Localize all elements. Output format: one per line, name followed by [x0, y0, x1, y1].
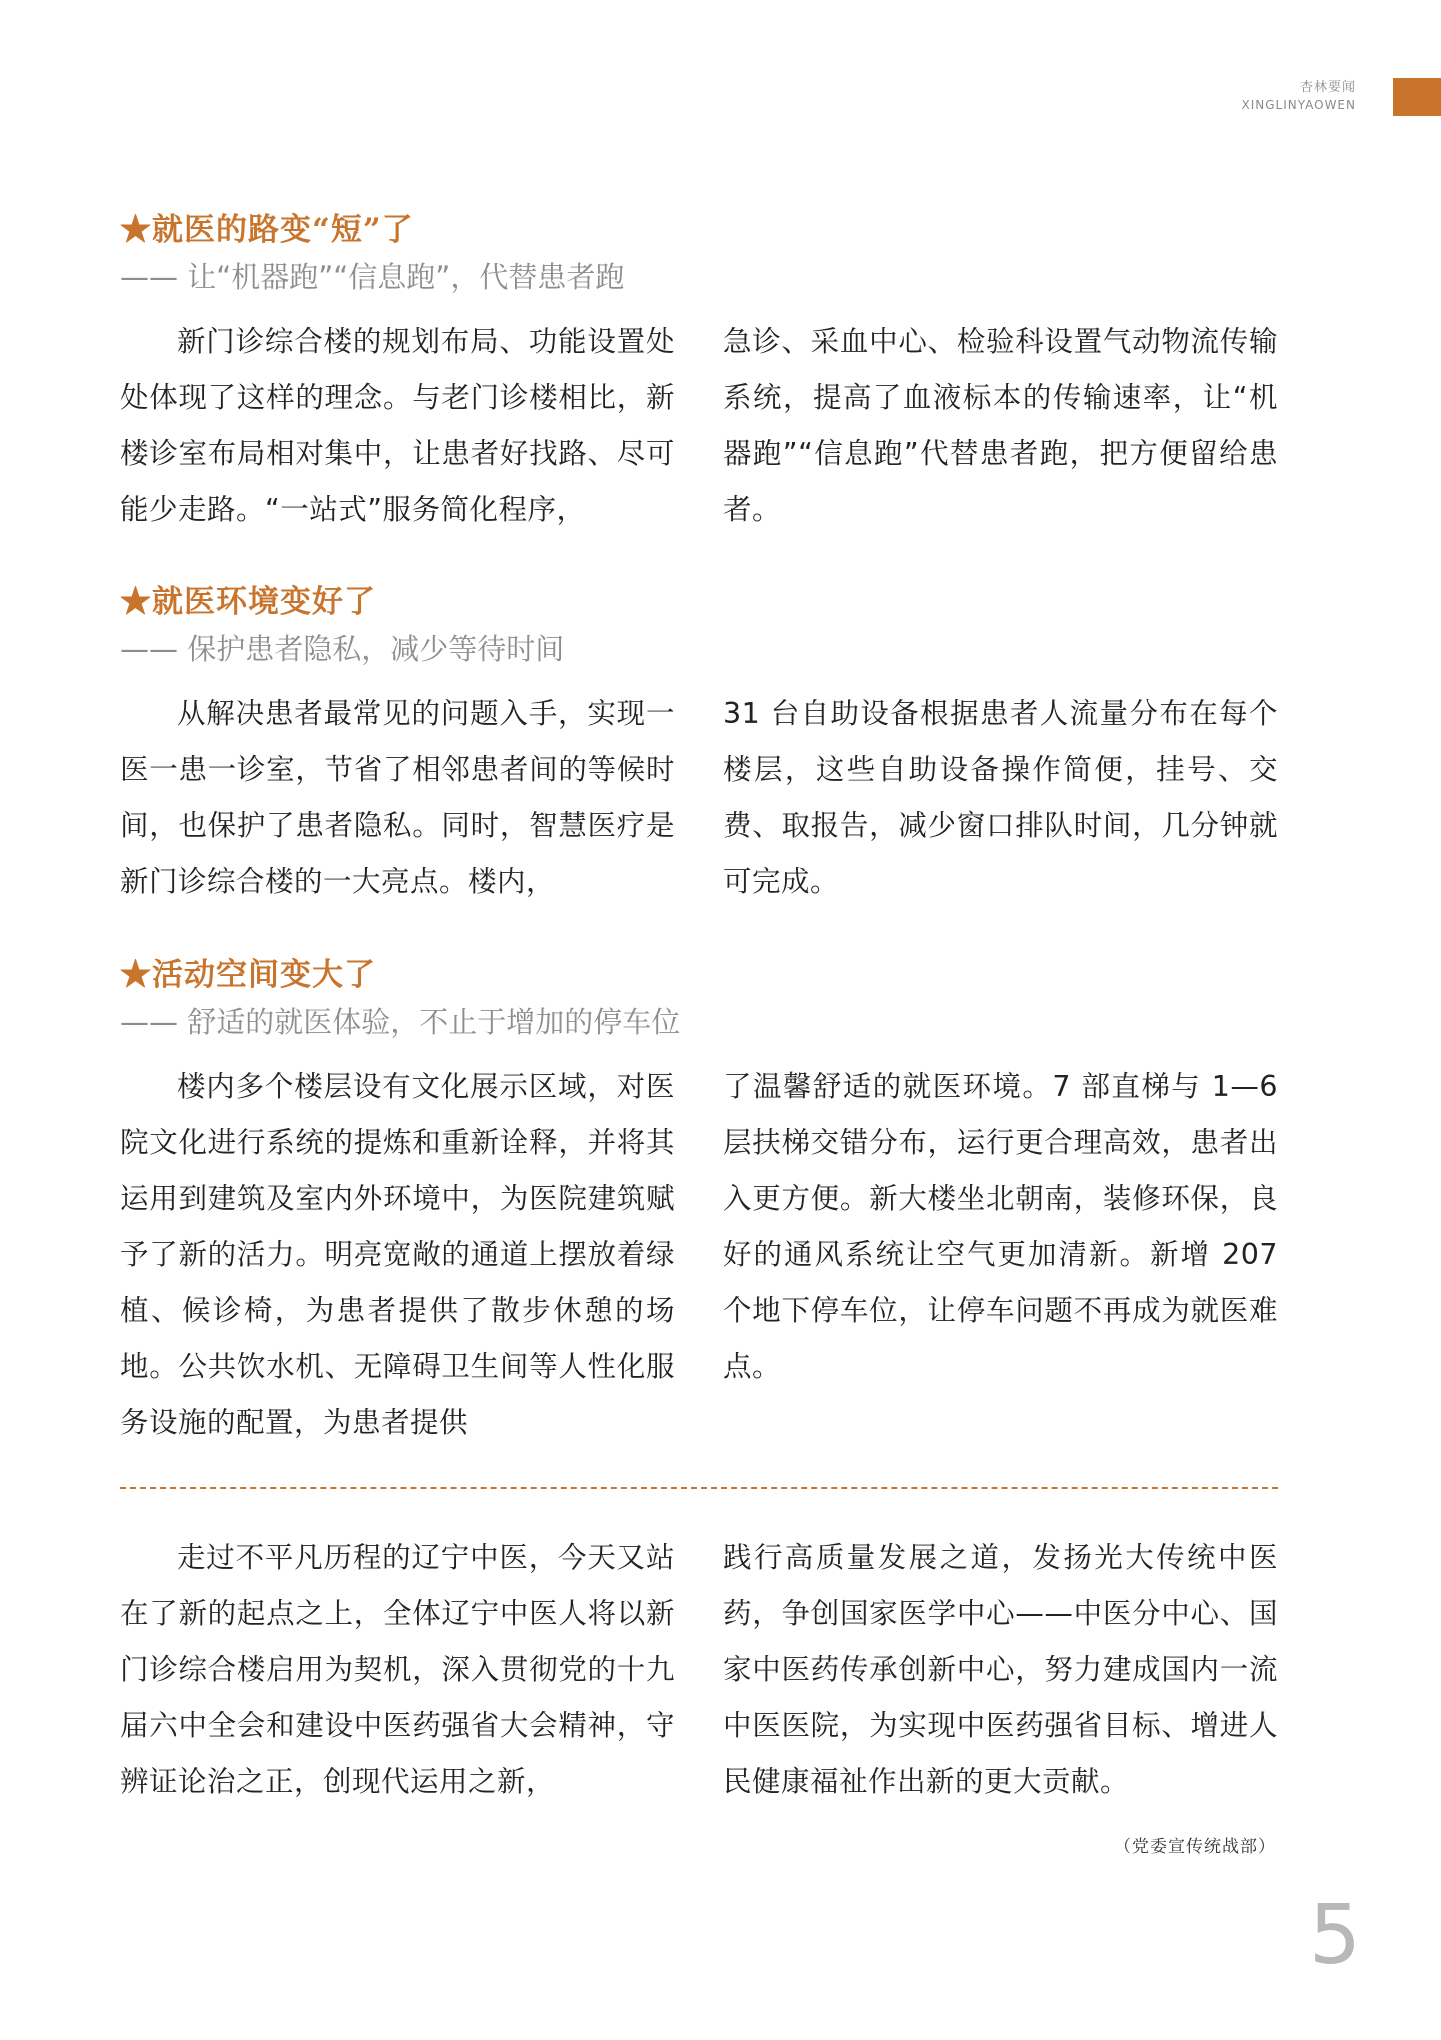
section-subtitle: —— 保护患者隐私，减少等待时间: [120, 632, 565, 666]
right-column: [723, 314, 1278, 538]
paragraph: 走过不平凡历程的辽宁中医，今天又站在了新的起点之上，全体辽宁中医人将以新门诊综合楼启用为契机，深入贯彻党的十九届六中全会和建设中医药强省大会精神，守辨证论治之正，创现代运用之新，: [120, 1541, 675, 1798]
paragraph: 31 台自助设备根据患者人流量分布在每个楼层，这些自助设备操作简便，挂号、交费、取报告，减少窗口排队时间，几分钟就可完成。: [723, 697, 1278, 898]
left-column: [120, 686, 675, 910]
section-subtitle: —— 舒适的就医体验，不止于增加的停车位: [120, 1005, 681, 1039]
dashed-divider: [120, 1487, 1278, 1489]
page-number: 5: [1308, 1888, 1361, 1983]
right-column: [723, 686, 1278, 910]
paragraph: 急诊、采血中心、检验科设置气动物流传输系统，提高了血液标本的传输速率，让“机器跑”“信息跑”代替患者跑，把方便留给患者。: [723, 325, 1278, 526]
section-bigger-space: [120, 953, 1278, 1451]
right-column: [723, 1530, 1278, 1810]
paragraph: 楼内多个楼层设有文化展示区域，对医院文化进行系统的提炼和重新诠释，并将其运用到建筑及室内外环境中，为医院建筑赋予了新的活力。明亮宽敞的通道上摆放着绿植、候诊椅，为患者提供了散步休憩的场地。公共饮水机、无障碍卫生间等人性化服务设施的配置，为患者提供: [120, 1070, 675, 1439]
paragraph: 新门诊综合楼的规划布局、功能设置处处体现了这样的理念。与老门诊楼相比，新楼诊室布局相对集中，让患者好找路、尽可能少走路。“一站式”服务简化程序，: [120, 325, 675, 526]
section-title: ★就医环境变好了: [120, 584, 376, 620]
section-better-environment: [120, 580, 1278, 910]
header-column-cn: 杏林要闻: [1299, 80, 1356, 95]
section-subtitle: —— 让“机器跑”“信息跑”，代替患者跑: [120, 260, 625, 294]
paragraph: 从解决患者最常见的问题入手，实现一医一患一诊室，节省了相邻患者间的等候时间，也保护了患者隐私。同时，智慧医疗是新门诊综合楼的一大亮点。楼内，: [120, 697, 675, 898]
paragraph: 了温馨舒适的就医环境。7 部直梯与 1—6 层扶梯交错分布，运行更合理高效，患者出入更方便。新大楼坐北朝南，装修环保，良好的通风系统让空气更加清新。新增 207 个地下停车位，让停车问题不再成为就医难点。: [723, 1070, 1278, 1383]
left-column: [120, 1530, 675, 1810]
byline: （党委宣传统战部）: [1114, 1837, 1276, 1857]
section-shorter-path: [120, 208, 1278, 538]
header-accent-tab: [1393, 78, 1441, 116]
header-column-en: XINGLINYAOWEN: [1241, 98, 1356, 112]
left-column: [120, 1059, 675, 1451]
section-title: ★就医的路变“短”了: [120, 212, 414, 248]
section-closing: [120, 1530, 1278, 1810]
section-title: ★活动空间变大了: [120, 957, 376, 993]
left-column: [120, 314, 675, 538]
paragraph: 践行高质量发展之道，发扬光大传统中医药，争创国家医学中心——中医分中心、国家中医药传承创新中心，努力建成国内一流中医医院，为实现中医药强省目标、增进人民健康福祉作出新的更大贡献。: [723, 1541, 1278, 1798]
right-column: [723, 1059, 1278, 1451]
